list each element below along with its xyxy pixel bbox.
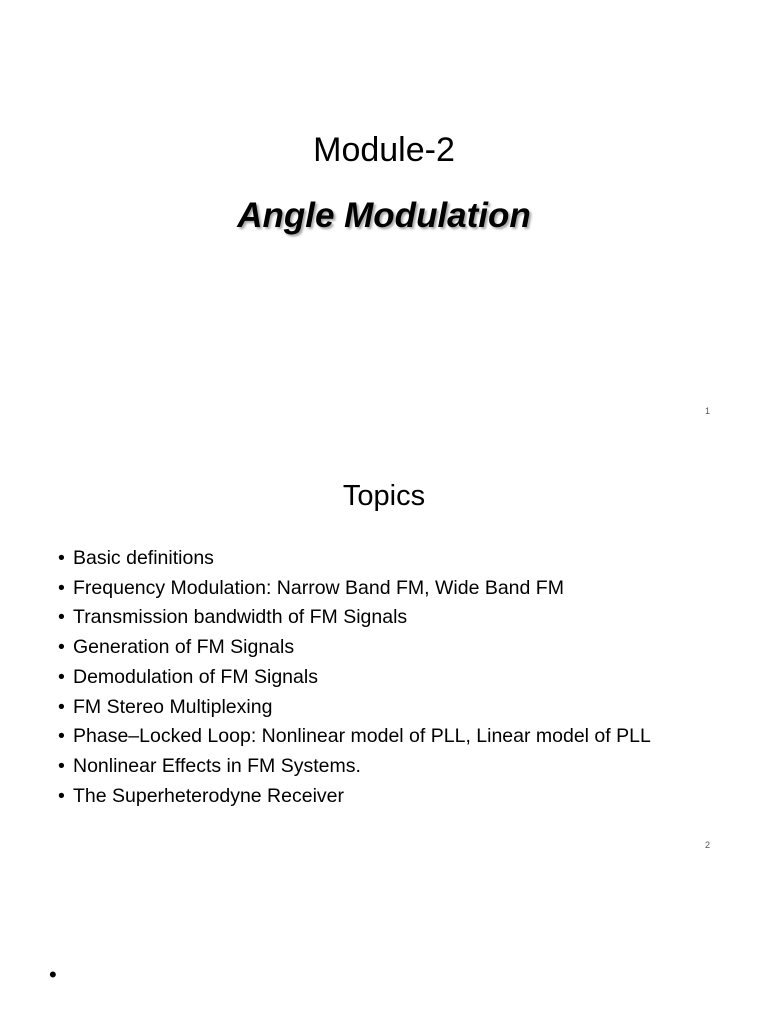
list-item bbox=[58, 782, 651, 812]
module-label: Module-2 bbox=[313, 131, 455, 169]
list-item-text: Nonlinear Effects in FM Systems. bbox=[73, 754, 361, 777]
bullet-icon: • bbox=[58, 725, 65, 748]
bullet-icon: • bbox=[58, 576, 65, 599]
page-number: 1 bbox=[704, 406, 710, 416]
list-item-text: Phase–Locked Loop: Nonlinear model of PLL, Linear model of PLL bbox=[73, 725, 651, 748]
list-item-text: FM Stereo Multiplexing bbox=[73, 695, 273, 718]
slide-2 bbox=[0, 432, 768, 864]
topics-heading: Topics bbox=[342, 480, 426, 512]
bullet-icon: • bbox=[58, 636, 65, 659]
bullet-icon: • bbox=[58, 695, 65, 718]
list-item-text: Frequency Modulation: Narrow Band FM, Wide Band FM bbox=[73, 576, 564, 599]
bullet-icon: • bbox=[58, 754, 65, 777]
list-item-text: Basic definitions bbox=[73, 547, 214, 569]
list-item-text: Generation of FM Signals bbox=[73, 636, 295, 659]
slide-title: Angle Modulation bbox=[237, 196, 531, 235]
list-item bbox=[58, 752, 651, 782]
list-item bbox=[58, 693, 651, 723]
list-item bbox=[58, 722, 651, 752]
slide-3 bbox=[0, 864, 768, 1024]
slide-1 bbox=[0, 0, 768, 432]
list-item bbox=[58, 663, 651, 693]
list-item-text: The Superheterodyne Receiver bbox=[73, 784, 344, 807]
bullet-icon: • bbox=[49, 962, 57, 987]
list-item bbox=[58, 544, 651, 574]
bullet-icon: • bbox=[58, 606, 65, 629]
list-item-text: Demodulation of FM Signals bbox=[73, 665, 318, 688]
list-item bbox=[58, 603, 651, 633]
bullet-icon: • bbox=[58, 547, 65, 569]
topics-list bbox=[58, 544, 651, 811]
list-item bbox=[58, 574, 651, 604]
bullet-icon: • bbox=[58, 665, 65, 688]
bullet-icon: • bbox=[58, 784, 65, 807]
list-item-text: Transmission bandwidth of FM Signals bbox=[73, 606, 408, 629]
list-item bbox=[58, 633, 651, 663]
page-number: 2 bbox=[704, 840, 710, 850]
